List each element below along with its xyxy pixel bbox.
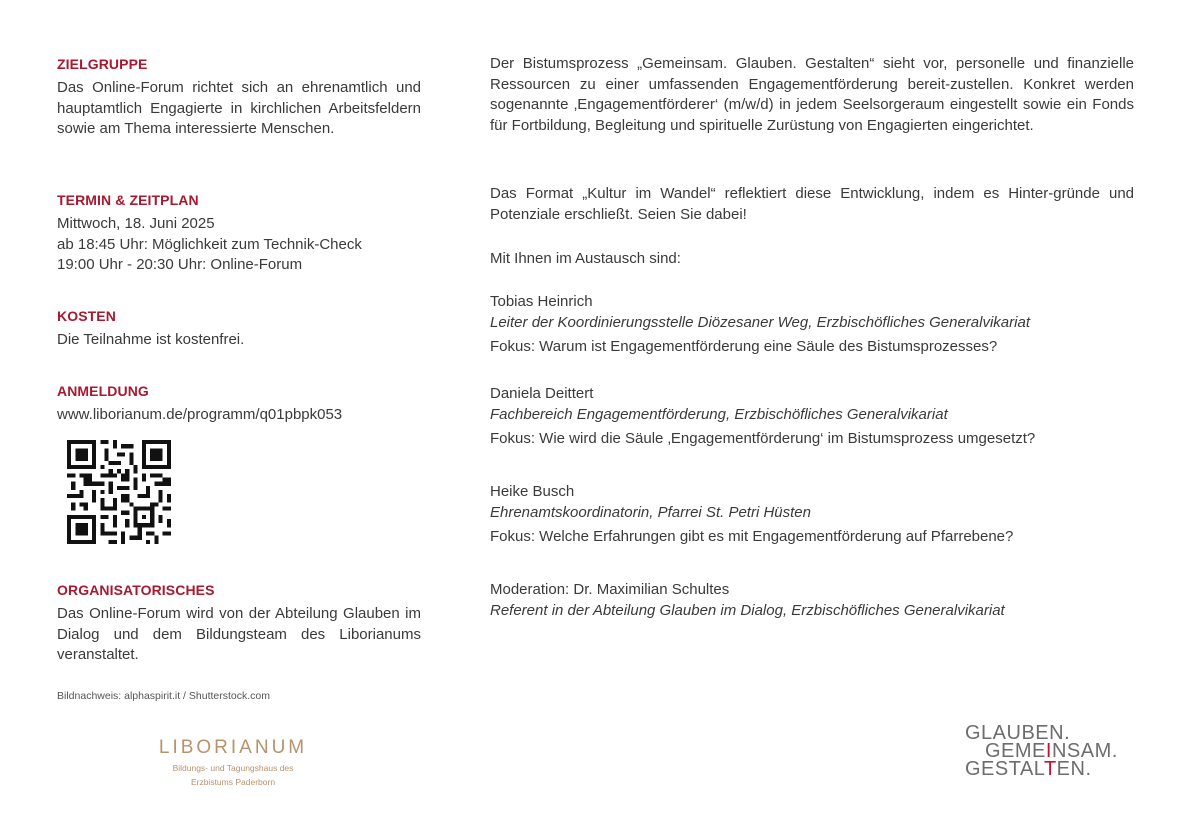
organisatorisches-heading: ORGANISATORISCHES	[57, 582, 215, 598]
liborianum-sub2: Erzbistums Paderborn	[190, 777, 276, 787]
liborianum-logo	[150, 737, 316, 787]
termin-heading: TERMIN & ZEITPLAN	[57, 192, 199, 208]
ggg-line2a: GEME	[985, 740, 1046, 762]
glauben-gemeinsam-gestalten-logo	[965, 724, 1145, 778]
termin-date: Mittwoch, 18. Juni 2025	[57, 215, 215, 232]
person-role: Ehrenamtskoordinatorin, Pfarrei St. Petri Hüsten	[490, 503, 811, 521]
termin-forum: 19:00 Uhr - 20:30 Uhr: Online-Forum	[57, 256, 303, 274]
moderation-role: Referent in der Abteilung Glauben im Dialog, Erzbischöfliches Generalvikariat	[490, 601, 1005, 619]
kosten-heading: KOSTEN	[57, 308, 116, 324]
section-anmeldung	[57, 381, 421, 426]
intro-paragraph: Der Bistumsprozess „Gemeinsam. Glauben. Gestalten“ sieht vor, personelle und finanzielle Ressourcen zu einer umfassenden Engagementförderung bereit-zustellen. Konkret werden sogenannte ‚Engagementförderer‘ (m/w/d) in jedem Seelsorgeraum eingestellt sowie ein Fonds für Fortbildung, Begleitung und spirituelle Zurüstung von Engagierten eingerichtet.	[490, 55, 1134, 134]
ggg-line3b: T	[1043, 758, 1057, 780]
person-entry	[490, 292, 1134, 358]
zielgruppe-text: Das Online-Forum richtet sich an ehrenamtlich und hauptamtlich Engagierte in kirchlichen Arbeitsfeldern sowie am Thema interessierte Menschen.	[57, 79, 421, 138]
section-termin	[57, 190, 421, 276]
organisatorisches-text: Das Online-Forum wird von der Abteilung Glauben im Dialog und dem Bildungsteam des Liborianums veranstaltet.	[57, 605, 421, 664]
person-focus: Fokus: Wie wird die Säule ‚Engagementförderung‘ im Bistumsprozess umgesetzt?	[490, 430, 1036, 448]
moderation-entry	[490, 580, 1134, 621]
qr-code[interactable]	[67, 440, 171, 544]
person-focus: Fokus: Welche Erfahrungen gibt es mit Engagementförderung auf Pfarrebene?	[490, 528, 1014, 546]
moderation-name: Moderation: Dr. Maximilian Schultes	[490, 581, 730, 598]
person-name: Daniela Deittert	[490, 385, 594, 402]
person-role: Fachbereich Engagementförderung, Erzbischöfliches Generalvikariat	[490, 405, 948, 423]
person-entry	[490, 482, 1134, 548]
kosten-text: Die Teilnahme ist kostenfrei.	[57, 331, 245, 348]
image-credit: Bildnachweis: alphaspirit.it / Shutterstock.com	[57, 690, 271, 702]
termin-check: ab 18:45 Uhr: Möglichkeit zum Technik-Check	[57, 235, 362, 253]
section-kosten	[57, 306, 421, 351]
ggg-line3c: EN.	[1056, 758, 1092, 780]
participants-intro: Mit Ihnen im Austausch sind:	[490, 250, 681, 267]
liborianum-sub1: Bildungs- und Tagungshaus des	[172, 763, 294, 773]
section-zielgruppe	[57, 54, 421, 140]
liborianum-name: LIBORIANUM	[158, 737, 308, 758]
person-focus: Fokus: Warum ist Engagementförderung eine Säule des Bistumsprozesses?	[490, 338, 998, 356]
ggg-line3a: GESTAL	[965, 758, 1044, 780]
anmeldung-heading: ANMELDUNG	[57, 383, 149, 399]
ggg-line2c: NSAM.	[1051, 740, 1118, 762]
person-name: Heike Busch	[490, 483, 575, 500]
ggg-line1: GLAUBEN.	[965, 722, 1071, 744]
person-role: Leiter der Koordinierungsstelle Diözesaner Weg, Erzbischöfliches Generalvikariat	[490, 313, 1030, 331]
person-name: Tobias Heinrich	[490, 293, 593, 310]
section-organisatorisches	[57, 580, 421, 666]
zielgruppe-heading: ZIELGRUPPE	[57, 56, 148, 72]
person-entry	[490, 384, 1134, 450]
ggg-line2b: I	[1045, 740, 1052, 762]
ggg-line3	[965, 760, 1145, 778]
anmeldung-url[interactable]: www.liborianum.de/programm/q01pbpk053	[57, 406, 343, 423]
format-paragraph: Das Format „Kultur im Wandel“ reflektiert diese Entwicklung, indem es Hinter-gründe und Potenziale erschließt. Seien Sie dabei!	[490, 185, 1134, 223]
